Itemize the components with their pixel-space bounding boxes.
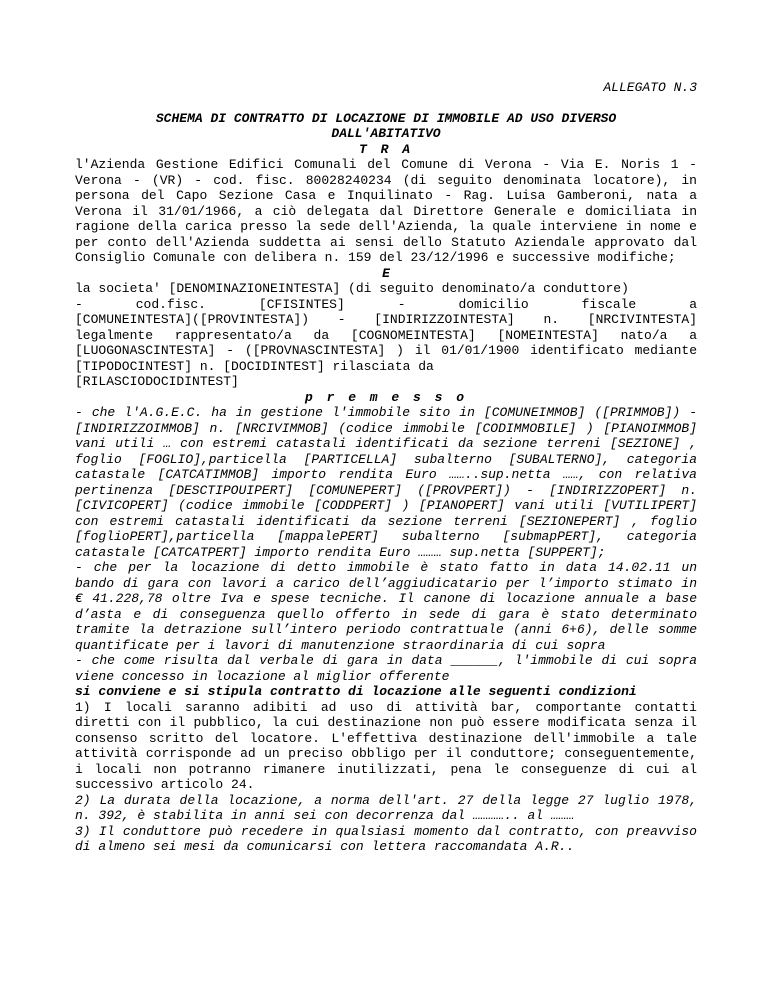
tenant-paragraph: [COMUNEINTESTA]([PROVINTESTA]) - [INDIRIZZOINTESTA] n. [NRCIVINTESTA] legalmente rappresentato/a da [COGNOMEINTESTA] [NOMEINTESTA] nato/a a [LUOGONASCINTESTA] - ([PROVNASCINTESTA] ) il 01/01/1900 identificato mediante [TIPODOCINTEST] n. [DOCIDINTEST] rilasciata da — [75, 312, 697, 374]
premesso-paragraph-1: - che l'A.G.E.C. ha in gestione l'immobile sito in [COMUNEIMMOB] ([PRIMMOB]) - [INDIRIZZOIMMOB] n. [NRCIVIMMOB] (codice immobile [CODIMMOBILE] ) [PIANOIMMOB] vani utili … con estremi catastali identificati da sezione terreni [SEZIONE] , foglio [FOGLIO],particella [PARTICELLA] subalterno [SUBALTERNO], categoria catastale [CATCATIMMOB] importo rendita Euro ……..sup.netta ……, con relativa pertinenza [DESCTIPOUIPERT] [COMUNEPERT] ([PROVPERT]) - [INDIRIZZOPERT] n. [CIVICOPERT] (codice immobile [CODDPERT] ) [PIANOPERT] vani utili [VUTILIPERT] con estremi catastali identificati da sezione terreni [SEZIONEPERT] , foglio [foglioPERT],particella [mappalePERT] subalterno [submapPERT], categoria catastale [CATCATPERT] importo rendita Euro ……… sup.netta [SUPPERT]; — [75, 405, 697, 560]
conditions-heading: si conviene e si stipula contratto di locazione alle seguenti condizioni — [75, 684, 637, 699]
tenant-line-1: la societa' [DENOMINAZIONEINTESTA] (di seguito denominato/a conduttore) — [75, 281, 629, 296]
condition-1: 1) I locali saranno adibiti ad uso di attività bar, comportante contatti diretti con il pubblico, la cui destinazione non può essere modificata senza il consenso scritto del locatore. L'effettiva destinazione dell'immobile a tale attività corrisponde ad un preciso obbligo per il conduttore; conseguentemente, i locali non potranno rimanere inutilizzati, pena le conseguenze di cui al successivo articolo 24. — [75, 699, 697, 792]
tenant-line-4: [RILASCIODOCIDINTEST] — [75, 374, 239, 389]
e-heading: E — [382, 265, 390, 281]
contract-document — [75, 80, 697, 855]
tenant-line-2: - cod.fisc. [CFISINTES] - domicilio fiscale a — [75, 296, 697, 312]
document-title-line2: DALL'ABITATIVO — [331, 126, 441, 141]
document-title-line1: SCHEMA DI CONTRATTO DI LOCAZIONE DI IMMOBILE AD USO DIVERSO — [155, 110, 617, 126]
condition-3: 3) Il conduttore può recedere in qualsiasi momento dal contratto, con preavviso di almeno sei mesi da comunicarsi con lettera raccomandata A.R.. — [75, 823, 697, 854]
premesso-heading: p r e m e s s o — [304, 389, 468, 405]
lessor-paragraph: l'Azienda Gestione Edifici Comunali del Comune di Verona - Via E. Noris 1 -Verona - (VR) - cod. fisc. 80028240234 (di seguito denominata locatore), in persona del Capo Sezione Casa e Inquilinato - Rag. Luisa Gamberoni, nata a Verona il 31/01/1966, a ciò delegata dal Direttore Generale e domiciliata in ragione della carica presso la sede dell'Azienda, la quale interviene in nome e per conto dell'Azienda suddetta ai sensi dello Statuto Aziendale approvato dal Consiglio Comunale con delibera n. 159 del 23/12/1996 e successive modifiche; — [75, 157, 697, 265]
premesso-paragraph-2: - che per la locazione di detto immobile è stato fatto in data 14.02.11 un bando di gara con lavori a carico dell’aggiudicatario per l’importo stimato in € 41.228,78 oltre Iva e spese tecniche. Il canone di locazione annuale a base d’asta e di conseguenza quello offerto in sede di gara è stato determinato tramite la detrazione sull’intero periodo contrattuale (anni 6+6), delle somme quantificate per i lavori di manutenzione straordinaria di cui sopra — [75, 560, 697, 653]
premesso-paragraph-3: - che come risulta dal verbale di gara in data ______, l'immobile di cui sopra viene concesso in locazione al miglior offerente — [75, 653, 697, 684]
annex-number: ALLEGATO N.3 — [603, 80, 697, 95]
condition-2: 2) La durata della locazione, a norma dell'art. 27 della legge 27 luglio 1978, n. 392, è stabilita in anni sei con decorrenza dal ………….. al ……… — [75, 792, 697, 823]
tra-heading: T R A — [358, 141, 413, 157]
